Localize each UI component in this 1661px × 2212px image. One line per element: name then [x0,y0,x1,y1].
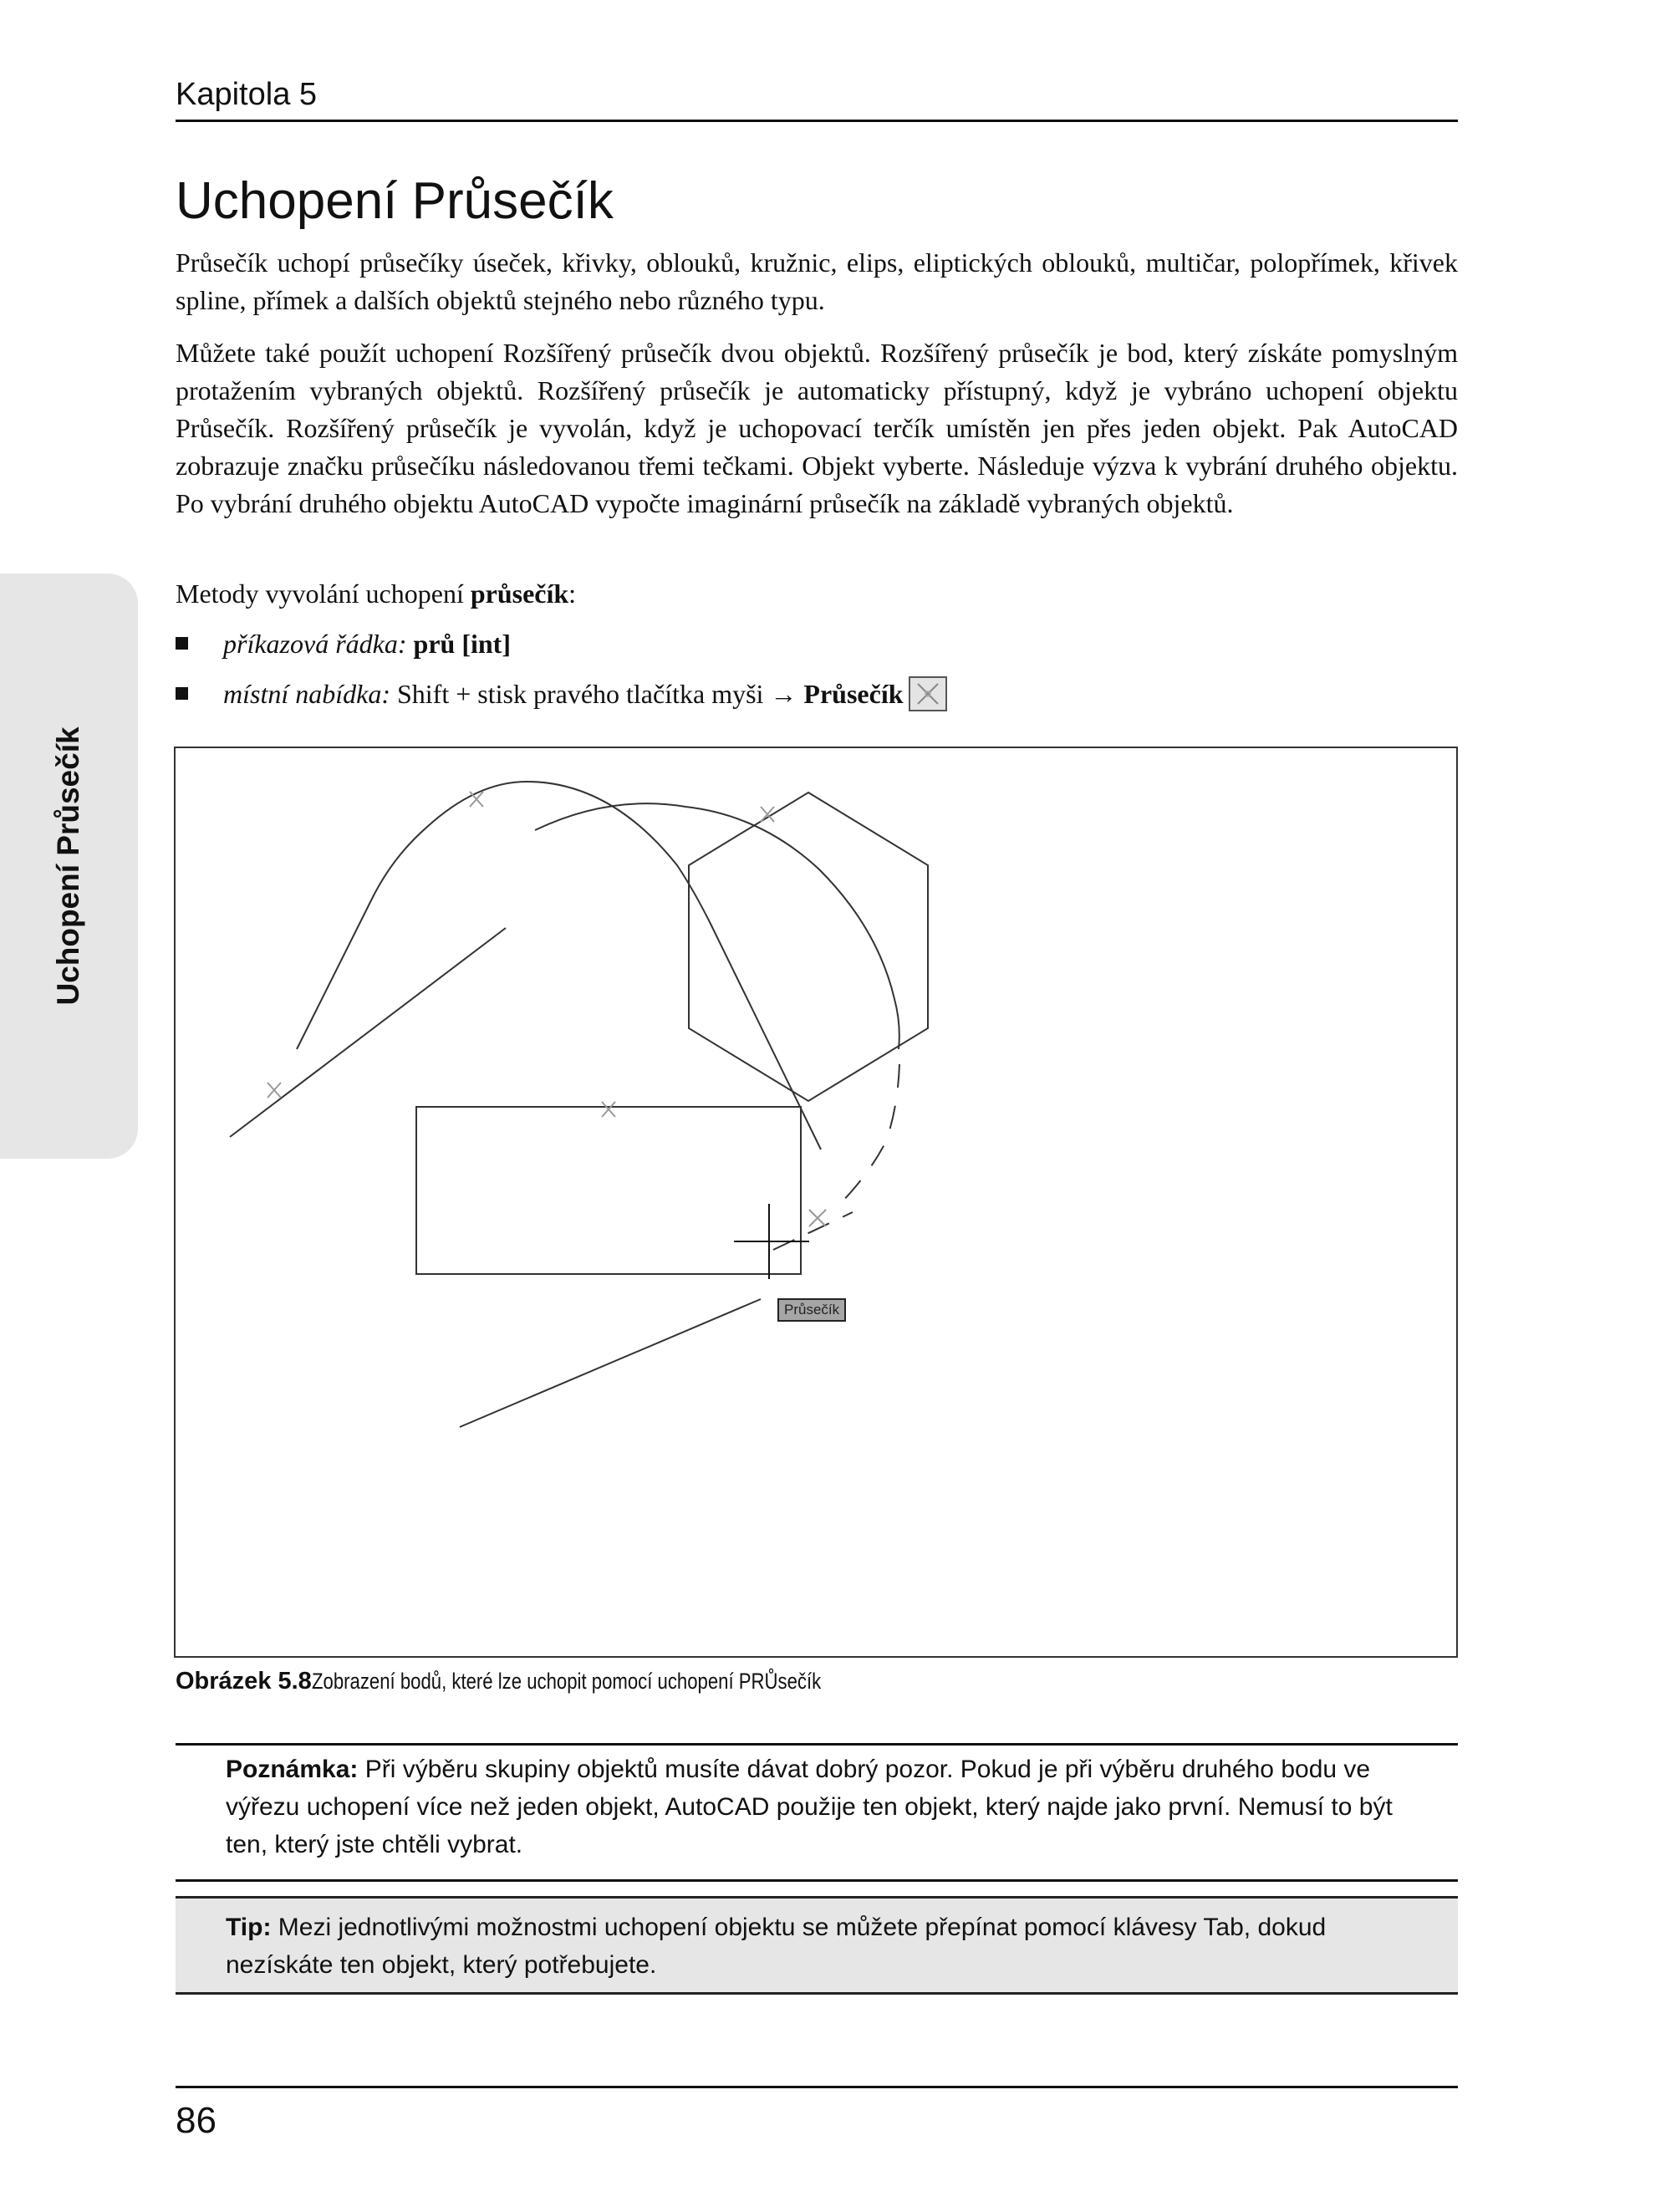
tip-text: Mezi jednotlivými možnostmi uchopení objektu se můžete přepínat pomocí klávesy Tab, dokud nezískáte ten objekt, který potřebujete. [226,1914,1327,1979]
crosshair-cursor [734,1204,809,1279]
rectangle [416,1107,801,1274]
tip-box [176,1896,1458,1995]
note-rule-top [176,1743,1458,1746]
note-label: Poznámka: [226,1756,359,1783]
methods-intro-end: : [568,578,577,609]
figure-canvas [176,748,1456,1656]
tip-label: Tip: [226,1914,272,1941]
paragraph-2: Můžete také použít uchopení Rozšířený průsečík dvou objektů. Rozšířený průsečík je bod, který získáte pomyslným protažením vybraných objektů. Rozšířený průsečík je automaticky přístupný, když je vybráno uchopení objektu Průsečík. Rozšířený průsečík je vyvolán, když je uchopovací terčík umístěn jen přes jeden objekt. Pak AutoCAD zobrazuje značku průsečíku následovanou třemi tečkami. Objekt vyberte. Následuje výzva k vybrání druhého objektu. Po vybrání druhého objektu AutoCAD vypočte imaginární průsečík na základě vybraných objektů. [176,338,1458,518]
figure-caption [176,1668,933,1695]
long-line [460,1299,761,1427]
intersection-markers [267,792,826,1226]
method-label: místní nabídka: [223,679,390,709]
page-title: Uchopení Průsečík [176,172,614,230]
running-head: Kapitola 5 [176,77,318,112]
note-rule-bottom [176,1879,1458,1882]
method-command: Průsečík [803,679,904,709]
curve-shape [297,782,821,1149]
caption-text: Zobrazení bodů, které lze uchopit pomocí uchopení PRŮsečík [311,1669,822,1694]
caption-label: Obrázek 5.8 [176,1668,312,1695]
line-extension [773,1212,853,1250]
intersection-marker-1 [267,1083,281,1098]
figure-drawing [174,747,1458,1658]
footer-rule [176,2086,1458,2088]
intersection-snap-icon [909,676,947,711]
methods-intro [176,575,1458,613]
crossing-line [230,928,506,1137]
bullet-square-icon [176,687,188,700]
method-text: Shift + stisk pravého tlačítka myši → [390,679,804,709]
method-context-menu [176,675,947,713]
intersection-marker-4 [602,1102,615,1117]
note-box [226,1751,1429,1863]
page-number: 86 [176,2100,217,2141]
methods-intro-bold: průsečík [470,578,569,609]
arc-extension [836,1064,899,1208]
method-command: prů [int] [413,629,511,659]
bullet-square-icon [176,637,188,650]
method-label: příkazová řádka: [223,629,407,659]
note-text: Při výběru skupiny objektů musíte dávat dobrý pozor. Pokud je při výběru druhého bodu ve výřezu uchopení více než jeden objekt, AutoCAD použije ten objekt, který najde jako první. Nemusí to být ten, který jste chtěli vybrat. [226,1756,1393,1858]
method-command-line [176,625,511,663]
hexagon [689,793,928,1101]
side-tab-label: Uchopení Průsečík [51,726,85,1006]
method-text [407,629,414,659]
methods-intro-text: Metody vyvolání uchopení [176,578,471,609]
header-rule [176,120,1458,122]
paragraph-1: Průsečík uchopí průsečíky úseček, křivky, oblouků, kružnic, elips, eliptických oblouků, multičar, polopřímek, křivek spline, přímek a dalších objektů stejného nebo různého typu. [176,247,1458,315]
intersection-marker-5 [809,1210,826,1226]
arc [535,803,899,1049]
snap-tooltip: Průsečík [777,1298,846,1322]
tip-content [226,1909,1429,1984]
